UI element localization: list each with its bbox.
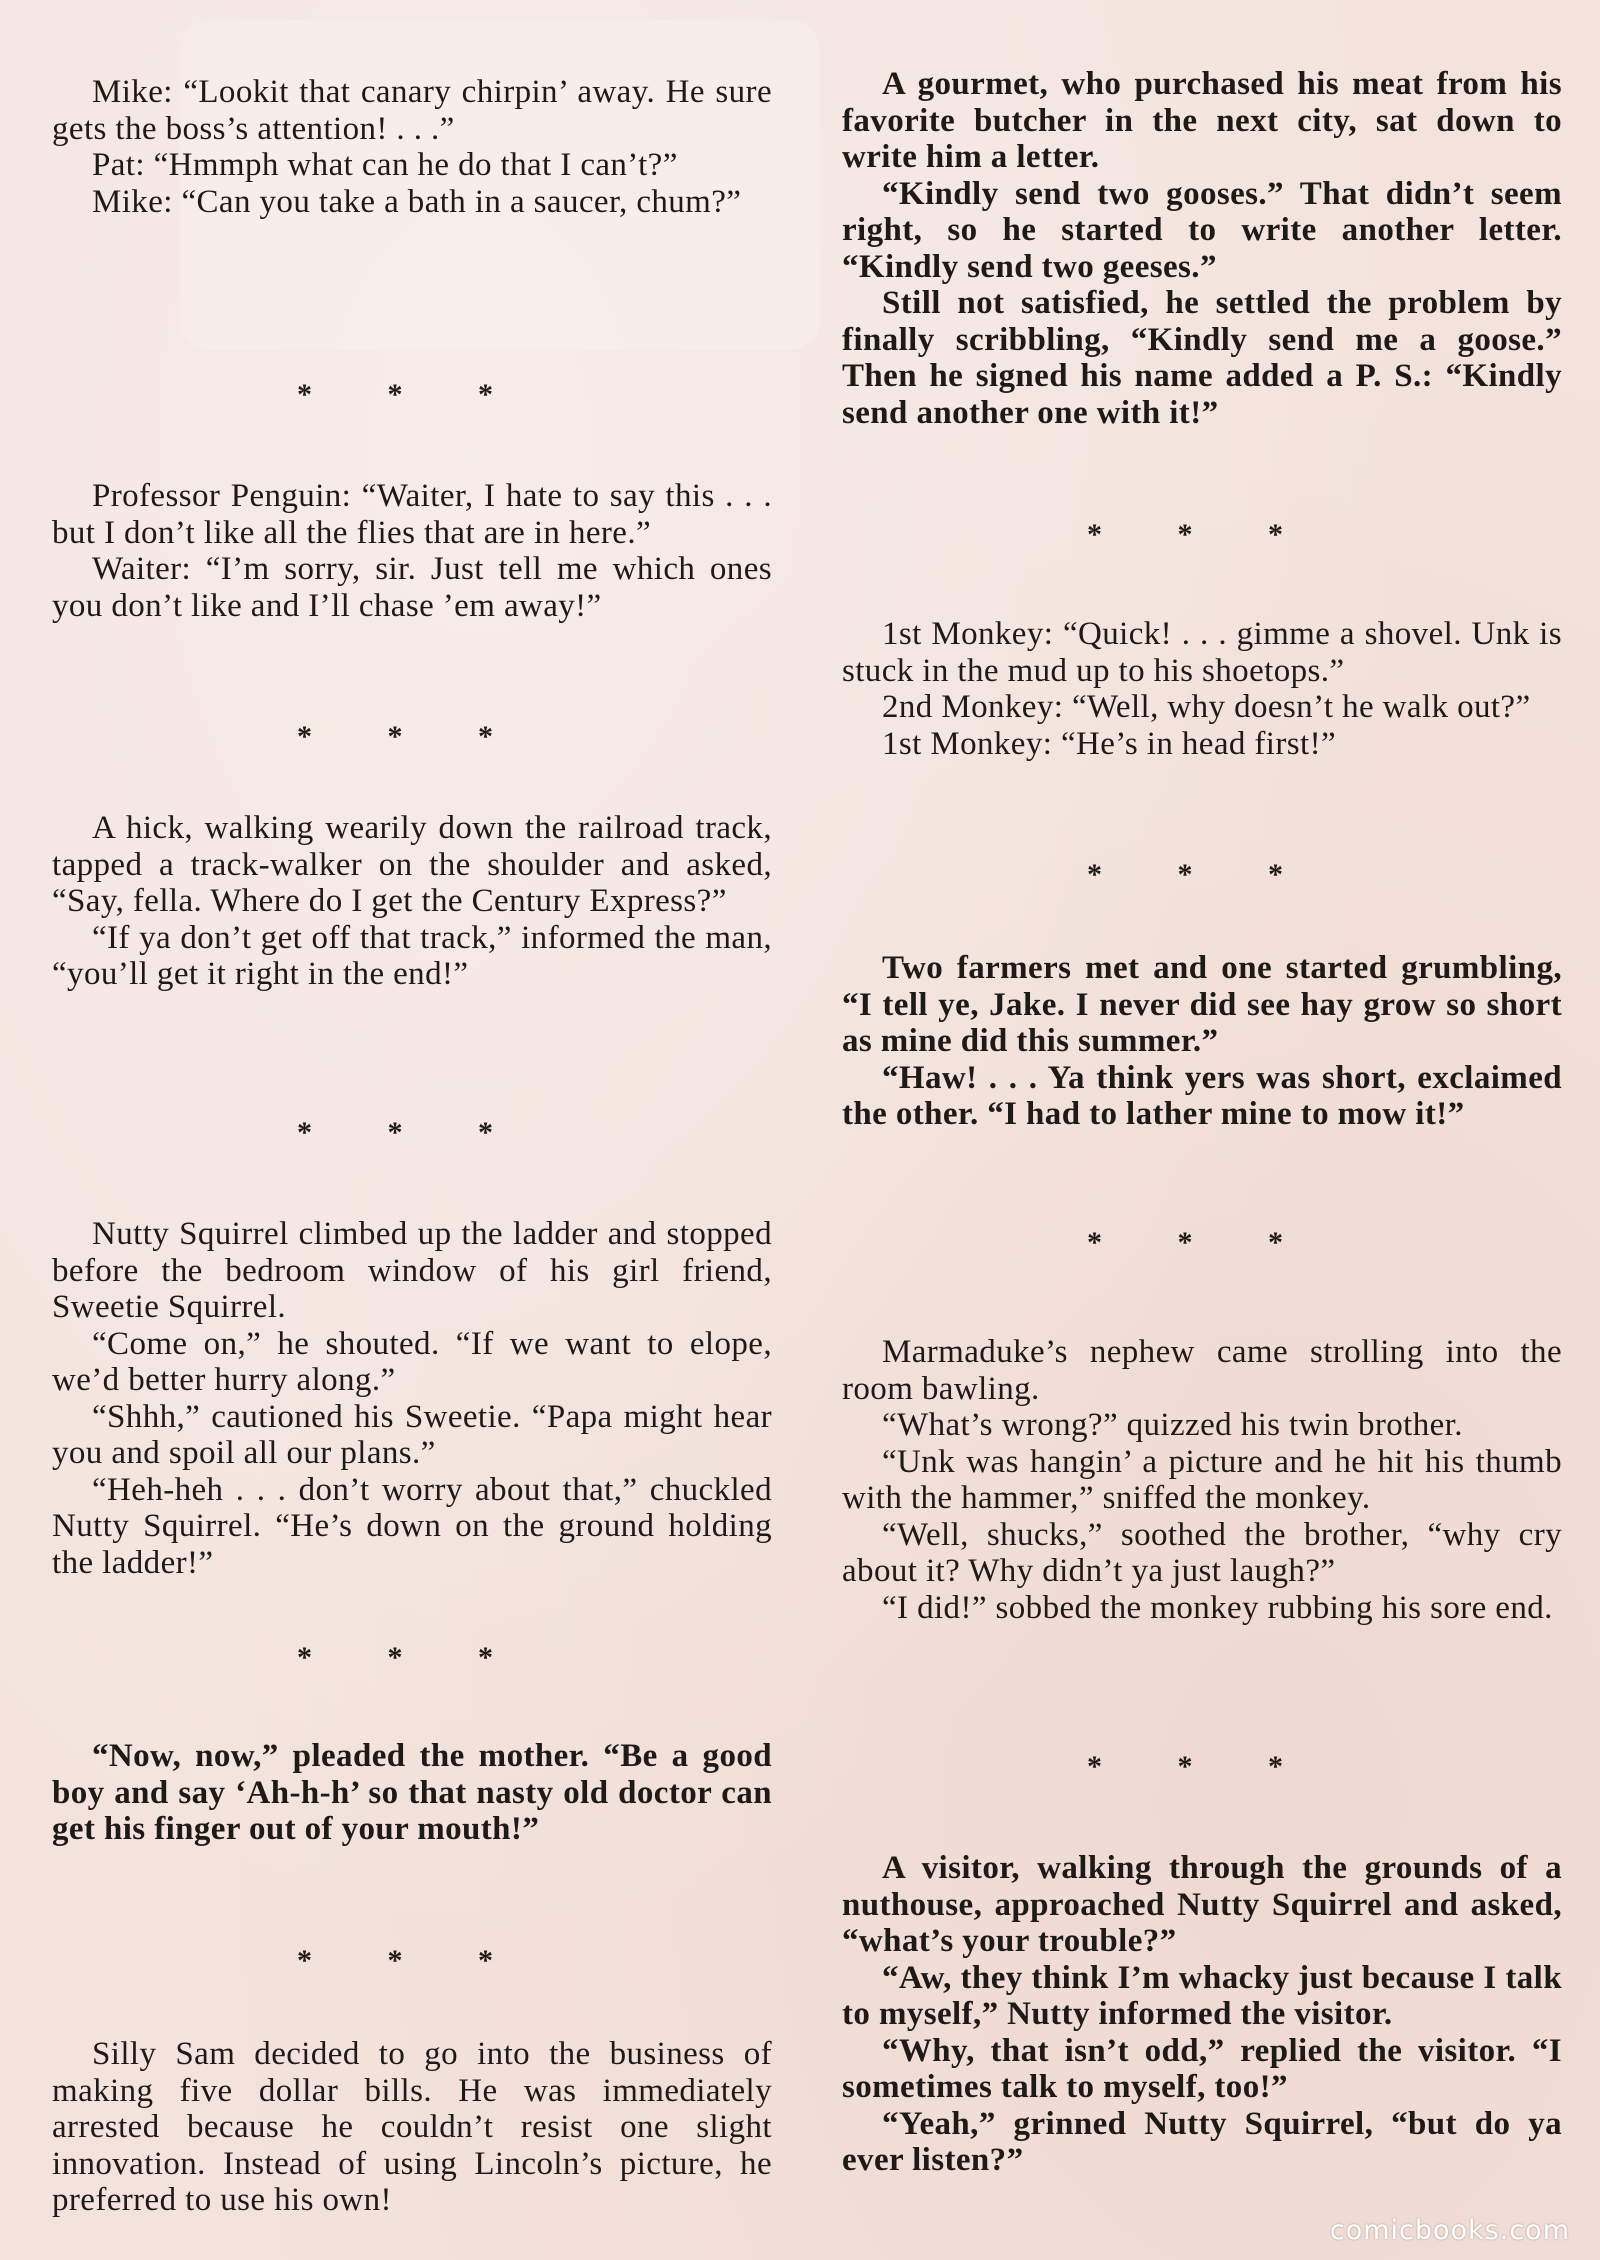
joke-paragraph: “What’s wrong?” quizzed his twin brother. [882,1407,1463,1443]
joke-paragraph: A visitor, walking through the grounds of a nuthouse, approached Nutty Squirrel and asked, “what’s your trouble?” [842,1850,1562,1959]
joke-paragraph: Nutty Squirrel climbed up the ladder and stopped before the bedroom window of his girl friend, Sweetie Squirrel. [52,1216,772,1325]
joke-paragraph: Mike: “Can you take a bath in a saucer, chum?” [92,183,742,220]
joke-railroad [52,810,772,993]
joke-paragraph: “Now, now,” pleaded the mother. “Be a good boy and say ‘Ah-h-h’ so that nasty old doctor can get his finger out of your mouth!” [52,1738,772,1847]
joke-paragraph: “Unk was hangin’ a picture and he hit his thumb with the hammer,” sniffed the monkey. [842,1443,1562,1516]
joke-farmers [842,950,1562,1133]
joke-paragraph: Still not satisfied, he settled the problem by finally scribbling, “Kindly send me a goose.” Then he signed his name added a P. S.: “Kindly send another one with it!” [842,285,1562,431]
joke-paragraph: “Shhh,” cautioned his Sweetie. “Papa might hear you and spoil all our plans.” [52,1398,772,1471]
joke-paragraph: A hick, walking wearily down the railroad track, tapped a track-walker on the shoulder and asked, “Say, fella. Where do I get the Century Express?” [52,810,772,919]
separator-stars: * * * [297,1641,527,1674]
joke-paragraph: Waiter: “I’m sorry, sir. Just tell me which ones you don’t like and I’ll chase ’em away!” [52,551,772,624]
joke-paragraph: Two farmers met and one started grumbling, “I tell ye, Jake. I never did see hay grow so short as mine did this summer.” [842,950,1562,1059]
joke-paragraph: “Haw! . . . Ya think yers was short, exclaimed the other. “I had to lather mine to mow it!” [842,1059,1562,1132]
joke-paragraph: “Come on,” he shouted. “If we want to elope, we’d better hurry along.” [52,1325,772,1398]
joke-paragraph: 2nd Monkey: “Well, why doesn’t he walk out?” [882,689,1531,725]
joke-nuthouse [842,1850,1562,2179]
joke-flies [52,478,772,624]
joke-paragraph: “I did!” sobbed the monkey rubbing his sore end. [882,1589,1553,1626]
separator-stars: * * * [1087,518,1317,551]
joke-paragraph: “Kindly send two gooses.” That didn’t seem right, so he started to write another letter. “Kindly send two geeses.” [842,175,1562,285]
joke-paragraph: “Heh-heh . . . don’t worry about that,” chuckled Nutty Squirrel. “He’s down on the ground holding the ladder!” [52,1471,772,1581]
separator-stars: * * * [297,378,527,411]
joke-ladder [52,1216,772,1581]
joke-paragraph: 1st Monkey: “Quick! . . . gimme a shovel. Unk is stuck in the mud up to his shoetops.” [842,616,1562,689]
joke-doctor [52,1738,772,1848]
site-watermark: comicbooks.com [1329,2215,1570,2246]
joke-paragraph: A gourmet, who purchased his meat from his favorite butcher in the next city, sat down to write him a letter. [842,66,1562,175]
joke-gourmet [842,66,1562,431]
joke-paragraph: “Yeah,” grinned Nutty Squirrel, “but do ya ever listen?” [842,2105,1562,2178]
joke-paragraph: “Well, shucks,” soothed the brother, “why cry about it? Why didn’t ya just laugh?” [842,1516,1562,1589]
joke-canary [52,74,772,220]
joke-paragraph: “Why, that isn’t odd,” replied the visitor. “I sometimes talk to myself, too!” [842,2032,1562,2105]
joke-paragraph: Marmaduke’s nephew came strolling into the room bawling. [842,1334,1562,1407]
separator-stars: * * * [297,1116,527,1149]
joke-shovel [842,616,1562,762]
joke-paragraph: 1st Monkey: “He’s in head first!” [882,725,1337,762]
joke-paragraph: Pat: “Hmmph what can he do that I can’t?” [92,147,678,183]
joke-paragraph: Professor Penguin: “Waiter, I hate to say this . . . but I don’t like all the flies that are in here.” [52,478,772,551]
separator-stars: * * * [1087,1226,1317,1259]
joke-paragraph: “Aw, they think I’m whacky just because I talk to myself,” Nutty informed the visitor. [842,1959,1562,2032]
separator-stars: * * * [297,720,527,753]
joke-dollar-bills [52,2036,772,2219]
joke-paragraph: Mike: “Lookit that canary chirpin’ away. He sure gets the boss’s attention! . . .” [52,74,772,147]
separator-stars: * * * [1087,1750,1317,1783]
joke-paragraph: “If ya don’t get off that track,” informed the man, “you’ll get it right in the end!” [52,919,772,992]
joke-paragraph: Silly Sam decided to go into the business of making five dollar bills. He was immediately arrested because he couldn’t resist one slight innovation. Instead of using Lincoln’s picture, he preferred to use his own! [52,2036,772,2218]
separator-stars: * * * [1087,858,1317,891]
separator-stars: * * * [297,1944,527,1977]
joke-hammer [842,1334,1562,1626]
